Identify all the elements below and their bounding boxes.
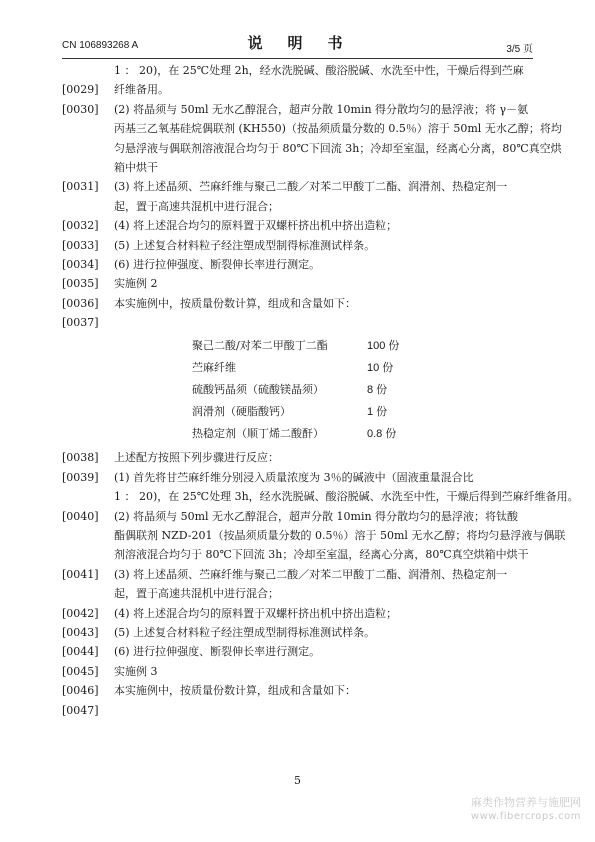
page-header bbox=[62, 32, 533, 56]
ingredient-quantity: 1 份 bbox=[367, 406, 388, 419]
text-line bbox=[62, 604, 532, 623]
paragraph-tag: [0037] bbox=[62, 316, 99, 330]
paragraph-tag: [0042] bbox=[62, 606, 99, 620]
paragraph-tag: [0041] bbox=[62, 567, 99, 581]
document-body bbox=[62, 61, 579, 720]
ingredient-quantity: 10 份 bbox=[367, 362, 394, 375]
line-text: (1) 首先将甘苎麻纤维分别浸入质量浓度为 3％的碱液中（固液重量混合比 bbox=[114, 470, 474, 484]
paragraph-tag: [0044] bbox=[62, 645, 99, 659]
line-text: (3) 将上述晶须、苎麻纤维与聚己二酸／对苯二甲酸丁二酯、润滑剂、热稳定剂一 bbox=[114, 567, 508, 581]
line-text: 1 ： 20)，在 25℃处理 2h，经水洗脱碱、酸浴脱碱、水洗至中性，干燥后得到苎麻 bbox=[114, 64, 524, 77]
ingredient-name: 润滑剂（硬脂酸钙） bbox=[192, 405, 291, 419]
page-indicator: 3/5 页 bbox=[506, 44, 533, 55]
line-text: 实施例 3 bbox=[114, 664, 158, 678]
text-line bbox=[62, 623, 532, 642]
line-text: 匀悬浮液与偶联剂溶液混合均匀于 80℃下回流 3h；冷却至室温，经离心分离，80℃真空烘 bbox=[114, 141, 562, 155]
line-text: (2) 将晶须与 50ml 无水乙醇混合，超声分散 10min 得分散均匀的悬浮液；将 γ－氨 bbox=[114, 102, 529, 116]
line-text: (4) 将上述混合均匀的原料置于双螺杆挤出机中挤出造粒； bbox=[114, 219, 398, 233]
paragraph-tag: [0036] bbox=[62, 296, 99, 310]
text-line bbox=[62, 487, 579, 506]
text-line bbox=[62, 139, 562, 158]
text-line bbox=[62, 526, 566, 545]
text-line bbox=[62, 701, 532, 720]
text-line bbox=[62, 255, 532, 274]
line-text: (2) 将晶须与 50ml 无水乙醇混合，超声分散 10min 得分散均匀的悬浮液；将钛酸 bbox=[114, 509, 519, 523]
watermark bbox=[471, 795, 581, 824]
text-line bbox=[62, 642, 532, 661]
paragraph-block-1 bbox=[62, 61, 562, 332]
text-line bbox=[62, 662, 532, 681]
line-text: 上述配方按照下列步骤进行反应： bbox=[114, 451, 279, 465]
line-text: (5) 上述复合材料粒子经注塑成型制得标准测试样条。 bbox=[114, 625, 376, 639]
text-line bbox=[62, 216, 532, 235]
paragraph-tag: [0045] bbox=[62, 664, 99, 678]
watermark-url: www.fibercrops.com bbox=[470, 811, 581, 822]
line-text: 酯偶联剂 NZD-201（按晶须质量分数的 0.5％）溶于 50ml 无水乙醇；将均匀悬浮液与偶联 bbox=[114, 529, 566, 543]
ingredient-quantity: 100 份 bbox=[367, 340, 400, 353]
paragraph-tag: [0029] bbox=[62, 83, 99, 97]
paragraph-block-2 bbox=[62, 448, 579, 719]
paragraph-tag: [0031] bbox=[62, 180, 99, 194]
watermark-site-name: 麻类作物营养与施肥网 bbox=[471, 796, 581, 809]
line-text: 丙基三乙氧基硅烷偶联剂 (KH550)（按晶须质量分数的 0.5％）溶于 50ml 无水乙醇；将均 bbox=[114, 122, 562, 136]
text-line bbox=[62, 468, 532, 487]
line-text: (3) 将上述晶须、苎麻纤维与聚己二酸／对苯二甲酸丁二酯、润滑剂、热稳定剂一 bbox=[114, 180, 508, 194]
text-line bbox=[62, 177, 532, 196]
recipe-row bbox=[192, 423, 532, 445]
ingredient-name: 热稳定剂（顺丁烯二酸酐） bbox=[192, 427, 324, 441]
line-text: 1 ： 20)，在 25℃处理 3h，经水洗脱碱、酸浴脱碱、水洗至中性，干燥后得到苎麻纤维备用。 bbox=[114, 490, 579, 504]
text-line bbox=[62, 197, 532, 216]
paragraph-tag: [0043] bbox=[62, 625, 99, 639]
text-line bbox=[62, 448, 532, 467]
paragraph-tag: [0034] bbox=[62, 257, 99, 271]
paragraph-tag: [0047] bbox=[62, 703, 99, 717]
text-line bbox=[62, 681, 532, 700]
recipe-row bbox=[192, 335, 532, 357]
text-line bbox=[62, 119, 562, 138]
ingredient-name: 硫酸钙晶须（硫酸镁晶须） bbox=[192, 383, 324, 397]
line-text: 本实施例中，按质量份数计算，组成和含量如下： bbox=[114, 684, 356, 698]
line-text: (4) 将上述混合均匀的原料置于双螺杆挤出机中挤出造粒； bbox=[114, 606, 398, 620]
line-text: 实施例 2 bbox=[114, 277, 158, 291]
recipe-row bbox=[192, 379, 532, 401]
paragraph-tag: [0038] bbox=[62, 451, 99, 465]
text-line bbox=[62, 274, 532, 293]
text-line bbox=[62, 61, 532, 80]
text-line bbox=[62, 507, 532, 526]
document-title: 说 明 书 bbox=[247, 34, 348, 52]
text-line bbox=[62, 584, 532, 603]
paragraph-tag: [0046] bbox=[62, 684, 99, 698]
paragraph-tag: [0032] bbox=[62, 219, 99, 233]
line-text: (6) 进行拉伸强度、断裂伸长率进行测定。 bbox=[114, 645, 321, 659]
paragraph-tag: [0039] bbox=[62, 470, 99, 484]
header-divider bbox=[62, 58, 533, 59]
text-line bbox=[62, 565, 532, 584]
patent-number: CN 106893268 A bbox=[62, 40, 139, 51]
text-line bbox=[62, 100, 532, 119]
recipe-row bbox=[192, 357, 532, 379]
line-text: 箱中烘干 bbox=[114, 160, 158, 174]
paragraph-tag: [0035] bbox=[62, 277, 99, 291]
text-line bbox=[62, 294, 532, 313]
recipe-table bbox=[192, 335, 532, 445]
line-text: 起，置于高速共混机中进行混合； bbox=[114, 199, 279, 213]
ingredient-name: 聚己二酸/对苯二甲酸丁二酯 bbox=[192, 339, 328, 353]
paragraph-tag: [0033] bbox=[62, 238, 99, 252]
ingredient-name: 苎麻纤维 bbox=[192, 361, 236, 375]
line-text: 本实施例中，按质量份数计算，组成和含量如下： bbox=[114, 296, 356, 310]
line-text: 纤维备用。 bbox=[114, 83, 169, 97]
text-line bbox=[62, 80, 532, 99]
text-line bbox=[62, 236, 532, 255]
text-line bbox=[62, 158, 532, 177]
page-number: 5 bbox=[294, 774, 301, 787]
text-line bbox=[62, 545, 532, 564]
line-text: (6) 进行拉伸强度、断裂伸长率进行测定。 bbox=[114, 257, 321, 271]
ingredient-quantity: 8 份 bbox=[367, 384, 388, 397]
line-text: (5) 上述复合材料粒子经注塑成型制得标准测试样条。 bbox=[114, 238, 376, 252]
recipe-row bbox=[192, 401, 532, 423]
line-text: 起，置于高速共混机中进行混合； bbox=[114, 587, 279, 601]
text-line bbox=[62, 313, 532, 332]
paragraph-tag: [0030] bbox=[62, 102, 99, 116]
line-text: 剂溶液混合均匀于 80℃下回流 3h；冷却至室温，经离心分离，80℃真空烘箱中烘干 bbox=[114, 548, 529, 562]
ingredient-quantity: 0.8 份 bbox=[367, 428, 397, 441]
paragraph-tag: [0040] bbox=[62, 509, 99, 523]
